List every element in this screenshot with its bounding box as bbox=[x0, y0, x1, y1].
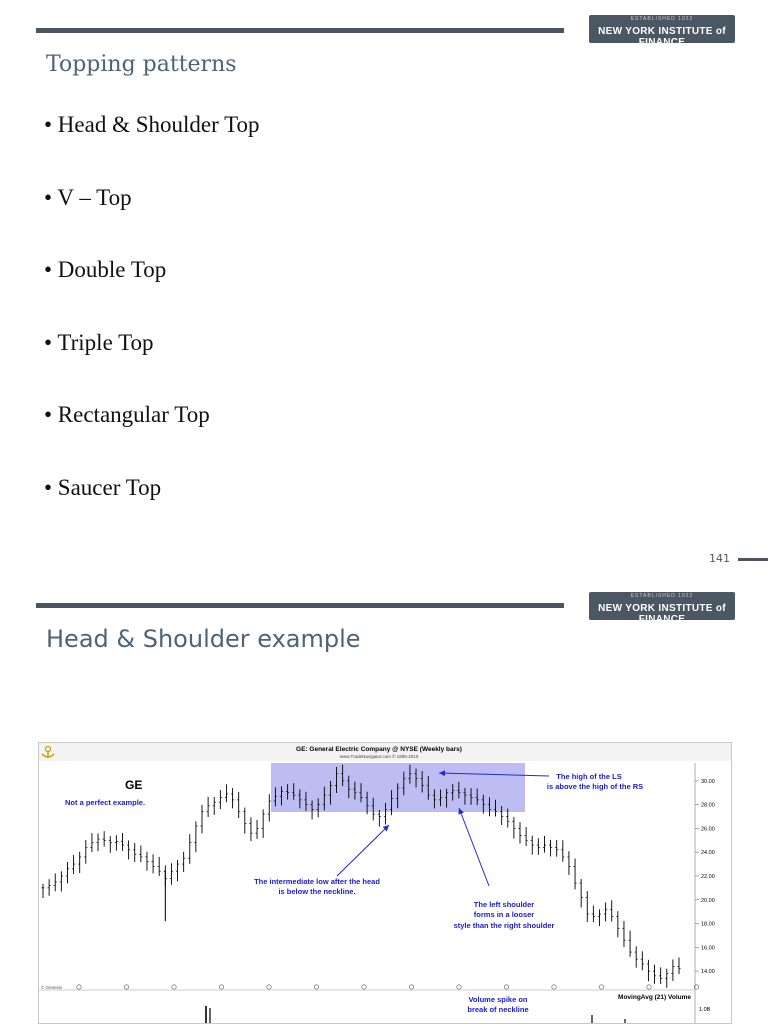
price-bar bbox=[115, 835, 118, 850]
price-bar bbox=[268, 794, 271, 821]
price-bar bbox=[659, 967, 662, 984]
price-bar bbox=[48, 879, 51, 896]
price-bar bbox=[592, 906, 595, 923]
price-bar bbox=[622, 921, 625, 947]
logo-established: ESTABLISHED 1922 bbox=[630, 16, 694, 22]
price-bar bbox=[60, 871, 63, 891]
stock-chart bbox=[38, 742, 732, 1024]
time-marker bbox=[552, 985, 556, 989]
annotation-low-2: is below the neckline. bbox=[278, 887, 356, 896]
price-bar bbox=[213, 797, 216, 815]
nyif-logo bbox=[589, 15, 735, 48]
price-bar bbox=[133, 843, 136, 862]
note-label: Not a perfect example. bbox=[65, 798, 146, 807]
y-tick-label: 22.00 bbox=[701, 873, 715, 880]
price-bar bbox=[580, 879, 583, 908]
price-bar bbox=[78, 852, 81, 873]
price-bar bbox=[121, 833, 124, 851]
annotation-low-1: The intermediate low after the head bbox=[254, 877, 380, 886]
price-bar bbox=[610, 900, 613, 921]
price-bar bbox=[176, 860, 179, 881]
price-bar bbox=[555, 840, 558, 857]
time-marker bbox=[457, 985, 461, 989]
price-bar bbox=[628, 931, 631, 957]
price-bar bbox=[518, 822, 521, 843]
y-tick-label: 28.00 bbox=[701, 802, 715, 809]
time-marker bbox=[647, 985, 651, 989]
price-bar bbox=[145, 852, 148, 871]
annotation-ls-high-1: The high of the LS bbox=[556, 772, 622, 781]
price-bar bbox=[188, 834, 191, 864]
bullet-item: • Saucer Top bbox=[44, 474, 162, 500]
page-number-rule bbox=[738, 558, 768, 561]
time-marker bbox=[599, 985, 603, 989]
ticker-label: GE bbox=[125, 778, 143, 792]
price-bar bbox=[207, 797, 210, 817]
bullet-item: • Head & Shoulder Top bbox=[44, 112, 260, 137]
price-bar bbox=[54, 873, 57, 891]
price-bar bbox=[604, 902, 607, 921]
price-bar bbox=[616, 911, 619, 937]
time-markers bbox=[77, 985, 699, 989]
bullet-item: • Double Top bbox=[44, 257, 167, 282]
time-marker bbox=[124, 985, 128, 989]
time-marker bbox=[267, 985, 271, 989]
price-bar bbox=[170, 863, 173, 884]
chart-svg bbox=[39, 743, 732, 1024]
price-bar bbox=[237, 792, 240, 818]
logo-text: NEW YORK INSTITUTE of FINANCE bbox=[598, 603, 726, 625]
nyif-logo bbox=[589, 592, 735, 625]
volume-axis-label: 1.0B bbox=[699, 1007, 711, 1013]
y-tick-label: 20.00 bbox=[701, 897, 715, 904]
header-rule bbox=[36, 603, 564, 608]
price-bar bbox=[66, 862, 69, 883]
copyright-label: © Genesis bbox=[41, 985, 63, 990]
price-bar bbox=[531, 836, 534, 855]
arrow-left-shoulder bbox=[459, 808, 489, 886]
price-bar bbox=[549, 840, 552, 857]
price-bar bbox=[194, 821, 197, 852]
price-bar bbox=[225, 784, 228, 802]
price-bar bbox=[573, 859, 576, 890]
price-bar bbox=[537, 838, 540, 855]
logo-text: NEW YORK INSTITUTE of FINANCE bbox=[598, 26, 726, 48]
time-marker bbox=[219, 985, 223, 989]
annotation-ls-high-2: is above the high of the RS bbox=[546, 782, 644, 791]
time-marker bbox=[172, 985, 176, 989]
price-bar bbox=[665, 969, 668, 988]
price-bar bbox=[512, 817, 515, 838]
price-bar bbox=[84, 840, 87, 864]
arrow-intermediate-low bbox=[337, 825, 389, 876]
price-bar bbox=[41, 884, 44, 898]
price-bar bbox=[151, 854, 154, 873]
time-marker bbox=[504, 985, 508, 989]
slide-head-shoulder-example bbox=[0, 575, 768, 1024]
header-rule bbox=[36, 28, 564, 33]
bullet-item: • V – Top bbox=[44, 184, 132, 210]
price-bar bbox=[109, 836, 112, 853]
y-tick-label: 14.00 bbox=[701, 969, 715, 976]
page-number: 141 bbox=[709, 552, 730, 565]
bullet-list bbox=[44, 112, 260, 547]
annotation-shoulder-2: forms in a looser bbox=[473, 910, 535, 919]
price-bar bbox=[647, 960, 650, 981]
bullet-item: • Triple Top bbox=[44, 329, 154, 355]
price-bar bbox=[139, 846, 142, 863]
price-bar bbox=[243, 808, 246, 834]
chart-header: GE: General Electric Company @ NYSE (Weekly bars) bbox=[296, 746, 462, 753]
time-marker bbox=[77, 985, 81, 989]
price-bar bbox=[103, 831, 106, 846]
price-bar bbox=[567, 851, 570, 875]
y-axis-ticks bbox=[695, 779, 715, 975]
time-marker bbox=[362, 985, 366, 989]
price-bar bbox=[158, 857, 161, 876]
price-bar bbox=[671, 959, 674, 980]
y-tick-label: 16.00 bbox=[701, 945, 715, 952]
price-bar bbox=[200, 805, 203, 834]
bullet-item: • Rectangular Top bbox=[44, 402, 210, 427]
price-bar bbox=[586, 891, 589, 922]
time-marker bbox=[409, 985, 413, 989]
volume-label: MovingAvg (21) Volume bbox=[618, 994, 691, 1001]
price-bar bbox=[525, 827, 528, 846]
price-bar bbox=[641, 951, 644, 970]
price-bar bbox=[635, 946, 638, 967]
annotation-volume-2: break of neckline bbox=[467, 1005, 529, 1014]
price-bar bbox=[72, 855, 75, 874]
price-bar bbox=[677, 957, 680, 974]
price-bar bbox=[561, 840, 564, 861]
annotation-shoulder-3: style than the right shoulder bbox=[453, 921, 555, 930]
y-tick-label: 24.00 bbox=[701, 850, 715, 857]
slide-title: Topping patterns bbox=[46, 52, 237, 77]
y-tick-label: 26.00 bbox=[701, 826, 715, 833]
price-bar bbox=[598, 909, 601, 926]
price-bar bbox=[96, 833, 99, 851]
slide-title: Head & Shoulder example bbox=[46, 625, 361, 653]
price-bar bbox=[90, 833, 93, 852]
price-bar bbox=[255, 820, 258, 839]
price-bar bbox=[262, 809, 265, 838]
price-bar bbox=[127, 840, 130, 859]
logo-established: ESTABLISHED 1922 bbox=[630, 593, 694, 599]
time-marker bbox=[314, 985, 318, 989]
annotation-shoulder-1: The left shoulder bbox=[473, 900, 535, 909]
price-bar bbox=[231, 788, 234, 808]
chart-subheader: www.TradeNavigator.com © 1995-2010 bbox=[339, 754, 419, 759]
price-bar bbox=[378, 810, 381, 827]
price-bar bbox=[653, 965, 656, 984]
annotation-volume-1: Volume spike on bbox=[468, 995, 528, 1004]
price-bar bbox=[249, 817, 252, 841]
price-bar bbox=[219, 790, 222, 809]
price-bar bbox=[182, 852, 185, 872]
price-bar bbox=[543, 836, 546, 853]
y-tick-label: 30.00 bbox=[701, 778, 715, 785]
y-tick-label: 18.00 bbox=[701, 921, 715, 928]
